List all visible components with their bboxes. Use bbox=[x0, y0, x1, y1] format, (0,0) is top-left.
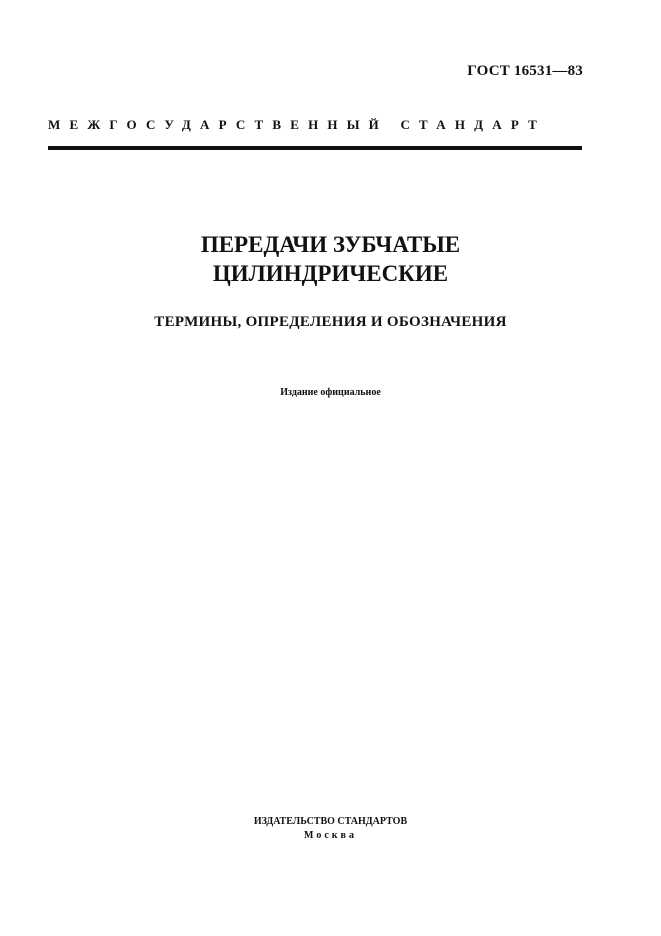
document-title bbox=[0, 230, 661, 288]
publisher-name: ИЗДАТЕЛЬСТВО СТАНДАРТОВ bbox=[253, 816, 408, 827]
document-subtitle: ТЕРМИНЫ, ОПРЕДЕЛЕНИЯ И ОБОЗНАЧЕНИЯ bbox=[154, 314, 507, 330]
publisher-city: Москва bbox=[304, 830, 357, 841]
document-number: ГОСТ 16531—83 bbox=[467, 63, 583, 79]
header-divider bbox=[48, 146, 582, 150]
standard-type-heading: МЕЖГОСУДАРСТВЕННЫЙ СТАНДАРТ bbox=[48, 117, 547, 132]
title-line-1: ПЕРЕДАЧИ ЗУБЧАТЫЕ bbox=[200, 232, 461, 257]
edition-label: Издание официальное bbox=[280, 387, 381, 398]
title-line-2: ЦИЛИНДРИЧЕСКИЕ bbox=[212, 261, 449, 286]
